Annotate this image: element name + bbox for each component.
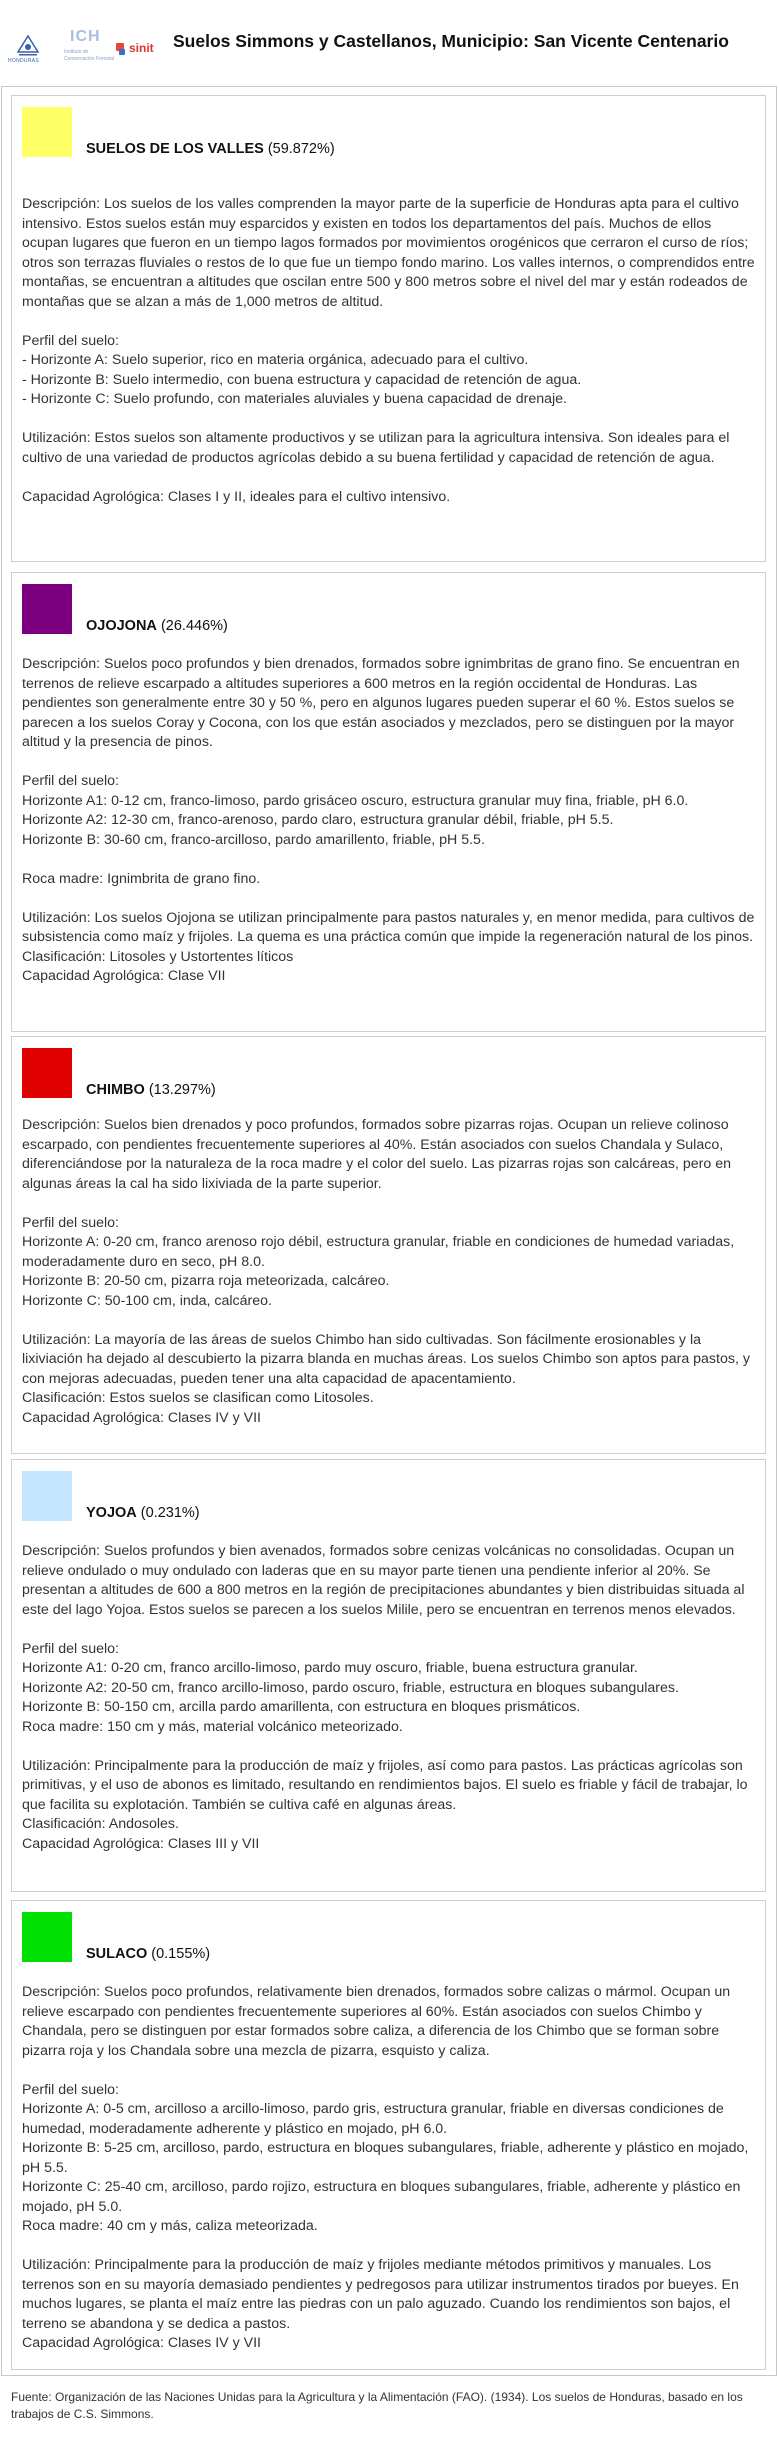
text-line: Horizonte A2: 20-50 cm, franco arcillo-limoso, pardo oscuro, friable, estructura en bloques subangulares.: [22, 1679, 679, 1696]
text-paragraph: [22, 1214, 758, 1312]
logo2-text-sub1: Instituto de: [64, 49, 89, 55]
text-paragraph: [22, 195, 758, 312]
text-line: Roca madre: 150 cm y más, material volcánico meteorizado.: [22, 1718, 403, 1735]
text-line: Capacidad Agrológica: Clases III y VII: [22, 1835, 260, 1852]
soil-name-label: CHIMBO: [86, 1082, 145, 1098]
logo-group: [8, 30, 166, 70]
text-line: Descripción: Los suelos de los valles comprenden la mayor parte de la superficie de Honduras apta para el cultivo intensivo. Estos suelos están muy esparcidos y existen en todos los departamentos del país. Muchos de ellos ocupan lugares que fueron en un tiempo lagos formados por movimientos orogénicos que cerraron el curso de ríos; otros son terrazas fluviales o restos de lo que fue un tiempo fondo marino. Los valles internos, o comprendidos entre montañas, se encuentran a altitudes que oscilan entre 500 y 800 metros sobre el nivel del mar y están rodeados de montañas que se alzan a más de 1,000 metros de altitud.: [22, 196, 755, 310]
text-paragraph: [22, 332, 758, 410]
text-line: Utilización: La mayoría de las áreas de suelos Chimbo han sido cultivadas. Son fácilmente erosionables y la lixiviación ha dejado al descubierto la pizarra blanda en muchas áreas. Los suelos Chimbo son aptos para pastos, y con mejoras adecuadas, pueden tener una alta capacidad de apacentamiento.: [22, 1331, 750, 1387]
text-line: Horizonte A1: 0-12 cm, franco-limoso, pardo grisáceo oscuro, estructura granular muy fina, friable, pH 6.0.: [22, 792, 689, 809]
honduras-logo: [8, 30, 48, 70]
text-paragraph: [22, 655, 758, 753]
soil-name: [86, 618, 228, 634]
text-line: Perfil del suelo:: [22, 773, 119, 789]
text-line: Roca madre: Ignimbrita de grano fino.: [22, 870, 261, 887]
soil-name-label: OJOJONA: [86, 618, 157, 634]
soil-name-label: YOJOA: [86, 1505, 137, 1521]
text-paragraph: [22, 1116, 758, 1194]
text-line: - Horizonte B: Suelo intermedio, con buena estructura y capacidad de retención de agua.: [22, 371, 582, 388]
soil-color-swatch: [22, 1471, 72, 1521]
text-line: - Horizonte C: Suelo profundo, con materiales aluviales y buena capacidad de drenaje.: [22, 391, 567, 407]
soil-card-chimbo: [11, 1036, 766, 1454]
text-line: Horizonte B: 50-150 cm, arcilla pardo amarillenta, con estructura en bloques prismáticos.: [22, 1699, 581, 1715]
text-line: Clasificación: Andosoles.: [22, 1816, 179, 1832]
text-line: Descripción: Suelos bien drenados y poco profundos, formados sobre pizarras rojas. Ocupan un relieve colinoso escarpado, con pendientes frecuentemente superiores al 40%. Están asociados con suelos Chandala y Sulaco, diferenciándose por la naturaleza de la roca madre y el color del suelo. Las pizarras rojas son calcáreas, pero en algunas áreas la cal ha sido lixiviada de la parte superior.: [22, 1117, 731, 1192]
logo2-text-sub2: Conservación Forestal: [64, 56, 115, 62]
text-line: Capacidad Agrológica: Clase VII: [22, 968, 226, 984]
text-line: Clasificación: Litosoles y Ustortentes líticos: [22, 948, 294, 965]
text-line: Descripción: Suelos poco profundos, relativamente bien drenados, formados sobre calizas o mármol. Ocupan un relieve escarpado con pendientes frecuentemente superiores al 60%. Están asociados con suelos Chimbo y Chandala, pero se distinguen por estar formados sobre caliza, a diferencia de los Chimbo que se forman sobre pizarra roja y los Chandala sobre una mezcla de pizarra, esquisto y caliza.: [22, 1984, 731, 2059]
soil-color-swatch: [22, 1048, 72, 1098]
source-citation: Fuente: Organización de las Naciones Unidas para la Agricultura y la Alimentación (FAO). (1934). Los suelos de Honduras, basado en los trabajos de C.S. Simmons.: [11, 2390, 743, 2421]
soil-name: [86, 1946, 210, 1962]
text-paragraph: [22, 1542, 758, 1620]
soil-name-label: SUELOS DE LOS VALLES: [86, 141, 264, 157]
logo2-text-main: ICH: [70, 28, 101, 45]
text-line: Utilización: Los suelos Ojojona se utilizan principalmente para pastos naturales y, en menor medida, para cultivos de subsistencia como maíz y frijoles. La quema es una práctica común que impide la regeneración natural de los pinos.: [22, 909, 755, 945]
soil-name: [86, 1082, 216, 1098]
soil-percent: (0.155%): [151, 1946, 211, 1962]
text-paragraph: [22, 2081, 758, 2237]
text-line: - Horizonte A: Suelo superior, rico en materia orgánica, adecuado para el cultivo.: [22, 352, 529, 368]
soil-color-swatch: [22, 1912, 72, 1962]
text-line: Horizonte C: 50-100 cm, inda, calcáreo.: [22, 1292, 272, 1309]
text-paragraph: [22, 2256, 758, 2354]
text-line: Horizonte A: 0-20 cm, franco arenoso rojo débil, estructura granular, friable en condiciones de humedad variadas, moderadamente duro en seco, pH 8.0.: [22, 1234, 735, 1270]
text-line: Capacidad Agrológica: Clases I y II, ideales para el cultivo intensivo.: [22, 488, 451, 505]
soil-description: [22, 195, 758, 507]
text-line: Horizonte A2: 12-30 cm, franco-arenoso, pardo claro, estructura granular débil, friable, pH 5.5.: [22, 812, 614, 828]
text-line: Perfil del suelo:: [22, 1214, 119, 1231]
text-paragraph: [22, 488, 758, 508]
soil-color-swatch: [22, 584, 72, 634]
page-title: Suelos Simmons y Castellanos, Municipio: San Vicente Centenario: [173, 31, 729, 51]
soil-percent: (26.446%): [160, 618, 228, 634]
text-line: Roca madre: 40 cm y más, caliza meteorizada.: [22, 2218, 318, 2234]
logo1-text: HONDURAS: [8, 58, 40, 64]
soil-percent: (59.872%): [267, 141, 335, 157]
text-line: Perfil del suelo:: [22, 332, 119, 349]
soil-name: [86, 1505, 200, 1521]
text-line: Descripción: Suelos poco profundos y bien drenados, formados sobre ignimbritas de grano fino. Se encuentran en terrenos de relieve escarpado a altitudes superiores a 600 metros en la región occidental de Honduras. Las pendientes son generalmente entre 30 y 50 %, pero en algunos lugares pueden superar el 60 %. Estos suelos se parecen a los suelos Coray y Cocona, con los que están asociados y mezclados, pero se distinguen por la mayor altitud y la presencia de pinos.: [22, 656, 740, 750]
sinit-logo: [116, 38, 164, 62]
text-line: Horizonte B: 20-50 cm, pizarra roja meteorizada, calcáreo.: [22, 1273, 390, 1289]
text-line: Utilización: Principalmente para la producción de maíz y frijoles mediante métodos primitivos y manuales. Los terrenos son en su mayoría demasiado pendientes y pedregosos para utilizar instrumentos tirados por bueyes. En muchos lugares, se planta el maíz entre las piedras con un palo aguzado. Cuando los rendimientos son bajos, el terreno se abandona y se dedica a pastos.: [22, 2257, 739, 2332]
soil-card-ojojona: [11, 572, 766, 1032]
text-paragraph: [22, 1757, 758, 1855]
text-paragraph: [22, 1331, 758, 1429]
text-paragraph: [22, 772, 758, 850]
soil-card-yojoa: [11, 1459, 766, 1892]
text-line: Horizonte A: 0-5 cm, arcilloso a arcillo-limoso, pardo gris, estructura granular, friable en diversas condiciones de humedad, moderadamente adherente y plástico en mojado, pH 6.0.: [22, 2101, 724, 2137]
soil-card-sulaco: [11, 1900, 766, 2370]
ich-logo: [62, 30, 118, 70]
text-paragraph: [22, 429, 758, 468]
soil-description: [22, 1983, 758, 2354]
text-line: Utilización: Principalmente para la producción de maíz y frijoles, así como para pastos. Las prácticas agrícolas son primitivas, y el uso de abonos es limitado, resultando en rendimientos bajos. El suelo es friable y fácil de trabajar, lo que facilita su explotación. También se cultiva café en algunas áreas.: [22, 1757, 748, 1813]
text-line: Perfil del suelo:: [22, 2081, 119, 2098]
soil-name: [86, 141, 335, 157]
text-paragraph: [22, 870, 758, 890]
soil-card-valles: [11, 95, 766, 562]
text-line: Horizonte C: 25-40 cm, arcilloso, pardo rojizo, estructura en bloques subangulares, friable, adherente y plástico en mojado, pH 5.0.: [22, 2179, 741, 2215]
soil-percent: (13.297%): [148, 1082, 216, 1098]
text-line: Horizonte A1: 0-20 cm, franco arcillo-limoso, pardo muy oscuro, friable, buena estructura granular.: [22, 1660, 638, 1676]
soil-description: [22, 655, 758, 987]
text-line: Clasificación: Estos suelos se clasifican como Litosoles.: [22, 1390, 374, 1406]
soil-name-label: SULACO: [86, 1946, 148, 1962]
text-line: Capacidad Agrológica: Clases IV y VII: [22, 2335, 261, 2351]
text-paragraph: [22, 1983, 758, 2061]
header: [0, 0, 779, 86]
soil-color-swatch: [22, 107, 72, 157]
text-line: Capacidad Agrológica: Clases IV y VII: [22, 1409, 261, 1426]
soil-percent: (0.231%): [140, 1505, 200, 1521]
text-line: Horizonte B: 5-25 cm, arcilloso, pardo, estructura en bloques subangulares, friable, adherente y plástico en mojado, pH 5.5.: [22, 2140, 749, 2176]
text-line: Horizonte B: 30-60 cm, franco-arcilloso, pardo amarillento, friable, pH 5.5.: [22, 831, 485, 848]
soil-description: [22, 1116, 758, 1428]
logo3-text: sinit: [129, 41, 154, 55]
text-line: Descripción: Suelos profundos y bien avenados, formados sobre cenizas volcánicas no consolidadas. Ocupan un relieve ondulado o muy ondulado con laderas que en su mayor parte tienen una pendiente inferior al 20%. Se presentan a altitudes de 600 a 800 metros en la región de precipitaciones abundantes y bien distribuidas situada al este del lago Yojoa. Estos suelos se parecen a los suelos Milile, pero se encuentran en terrenos menos elevados.: [22, 1543, 745, 1618]
text-line: Perfil del suelo:: [22, 1640, 119, 1657]
text-paragraph: [22, 1640, 758, 1738]
soil-description: [22, 1542, 758, 1854]
text-line: Utilización: Estos suelos son altamente productivos y se utilizan para la agricultura intensiva. Son ideales para el cultivo de una variedad de productos agrícolas debido a su buena fertilidad y capacidad de retención de agua.: [22, 430, 730, 466]
text-paragraph: [22, 909, 758, 987]
